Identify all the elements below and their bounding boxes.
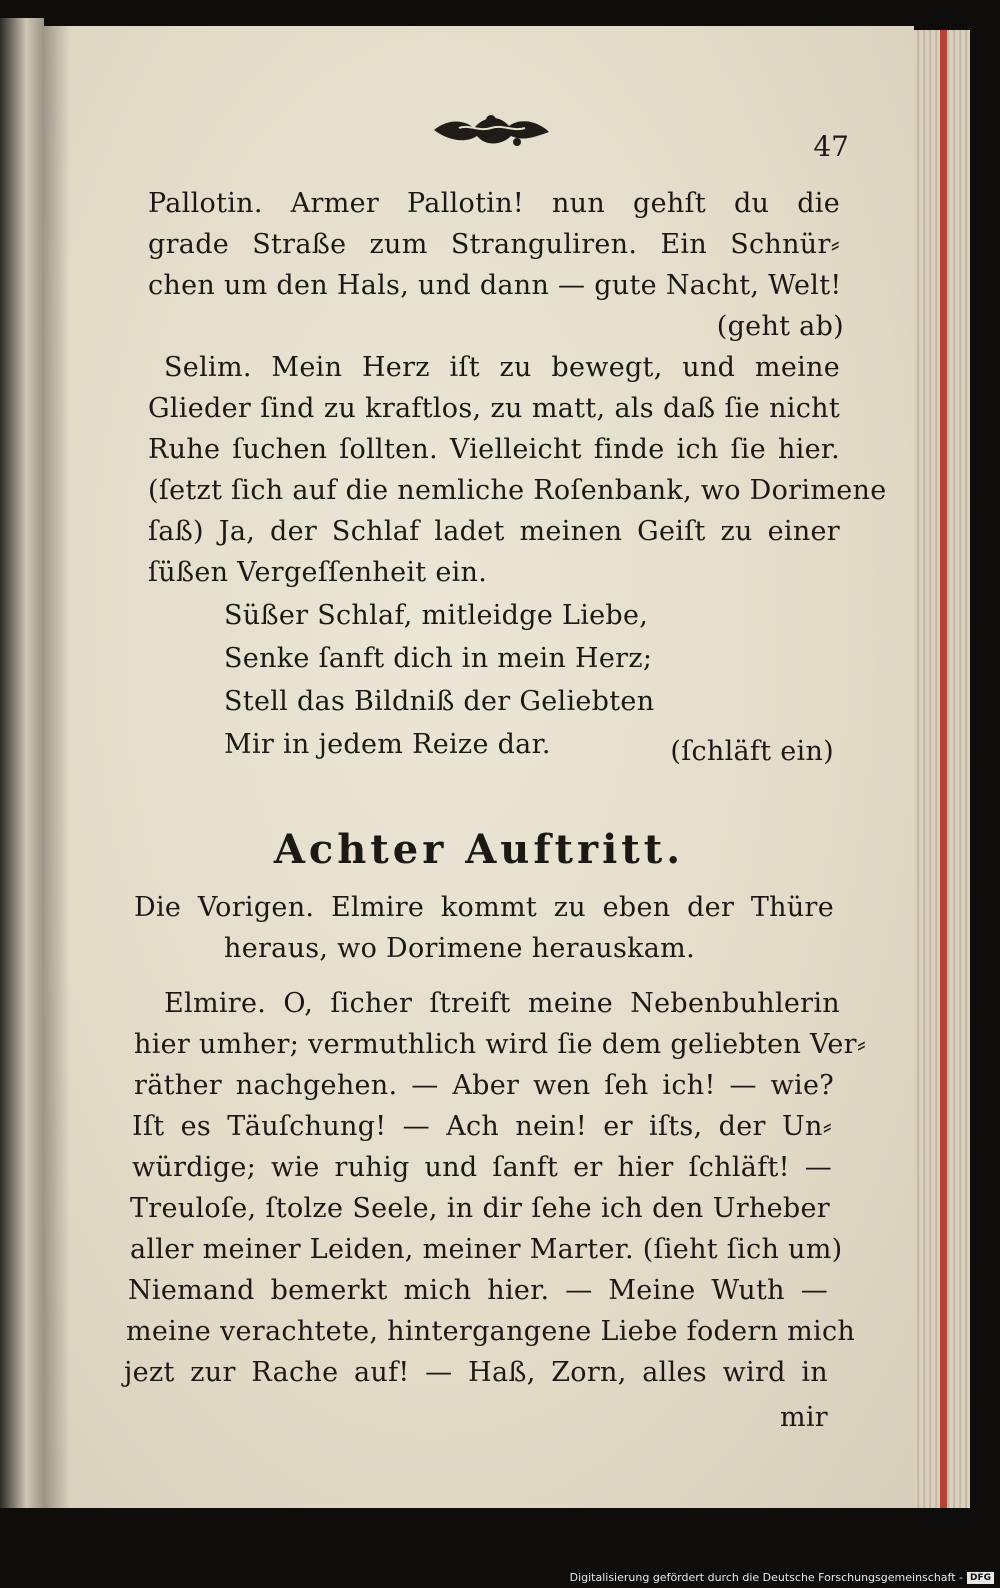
text-line: Niemand bemerkt mich hier. — Meine Wuth — [128,1275,828,1306]
gutter-shadow [44,26,70,1508]
text-line: chen um den Hals, und dann — gute Nacht, Welt! [148,270,842,301]
text-line: Selim. Mein Herz iſt zu bewegt, und meine [164,352,840,383]
catchword: mir [779,1402,828,1433]
verse-line: Mir in jedem Reize dar. [224,729,551,760]
stage-direction: (ſchläft ein) [670,736,834,767]
text-line: hier umher; vermuthlich wird ſie dem geliebten Ver⸗ [134,1029,867,1060]
text-line: meine verachtete, hintergangene Liebe fodern mich [126,1316,856,1347]
text-line: räther nachgehen. — Aber wen ſeh ich! — wie? [134,1070,834,1101]
scene-description: heraus, wo Dorimene herauskam. [224,933,695,964]
verse-line: Senke ſanft dich in mein Herz; [224,643,653,674]
digitization-credit [0,1571,994,1584]
page-number: 47 [813,130,849,163]
text-line: (ſetzt ſich auf die nemliche Roſenbank, wo Dorimene [148,475,887,506]
text-line: Treuloſe, ſtolze Seele, in dir ſehe ich den Urheber [130,1193,830,1224]
text-line: jezt zur Rache auf! — Haß, Zorn, alles wird in [124,1357,828,1388]
stage-direction: (geht ab) [716,311,844,342]
dfg-logo-icon: DFG [967,1572,994,1584]
text-line: Pallotin. Armer Pallotin! nun gehſt du die [148,188,840,219]
red-edge-strip [940,30,947,1508]
text-line: würdige; wie ruhig und ſanft er hier ſchläft! — [132,1152,832,1183]
scene-heading: Achter Auftritt. [273,826,685,873]
verse-line: Süßer Schlaf, mitleidge Liebe, [224,600,649,631]
text-line: Iſt es Täuſchung! — Ach nein! er iſts, der Un⸗ [132,1111,832,1142]
decorative-ornament-icon [429,106,554,154]
text-line: Glieder ſind zu kraftlos, zu matt, als daß ſie nicht [148,393,840,424]
credit-text: Digitalisierung gefördert durch die Deutsche Forschungsgemeinschaft - [569,1571,963,1584]
verse-line: Stell das Bildniß der Geliebten [224,686,655,717]
text-line: grade Straße zum Stranguliren. Ein Schnür⸗ [148,229,840,260]
text-line: aller meiner Leiden, meiner Marter. (ſieht ſich um) [130,1234,843,1265]
text-line: ſüßen Vergeſſenheit ein. [148,557,488,588]
book-page-edges [914,30,970,1508]
book-page [44,26,914,1508]
text-line: Ruhe ſuchen ſollten. Vielleicht finde ich ſie hier. [148,434,840,465]
text-line: ſaß) Ja, der Schlaf ladet meinen Geiſt zu einer [148,516,840,547]
text-line: Elmire. O, ſicher ſtreift meine Nebenbuhlerin [164,988,840,1019]
facing-page-edge [0,18,44,1508]
scene-description: Die Vorigen. Elmire kommt zu eben der Thüre [134,892,834,923]
